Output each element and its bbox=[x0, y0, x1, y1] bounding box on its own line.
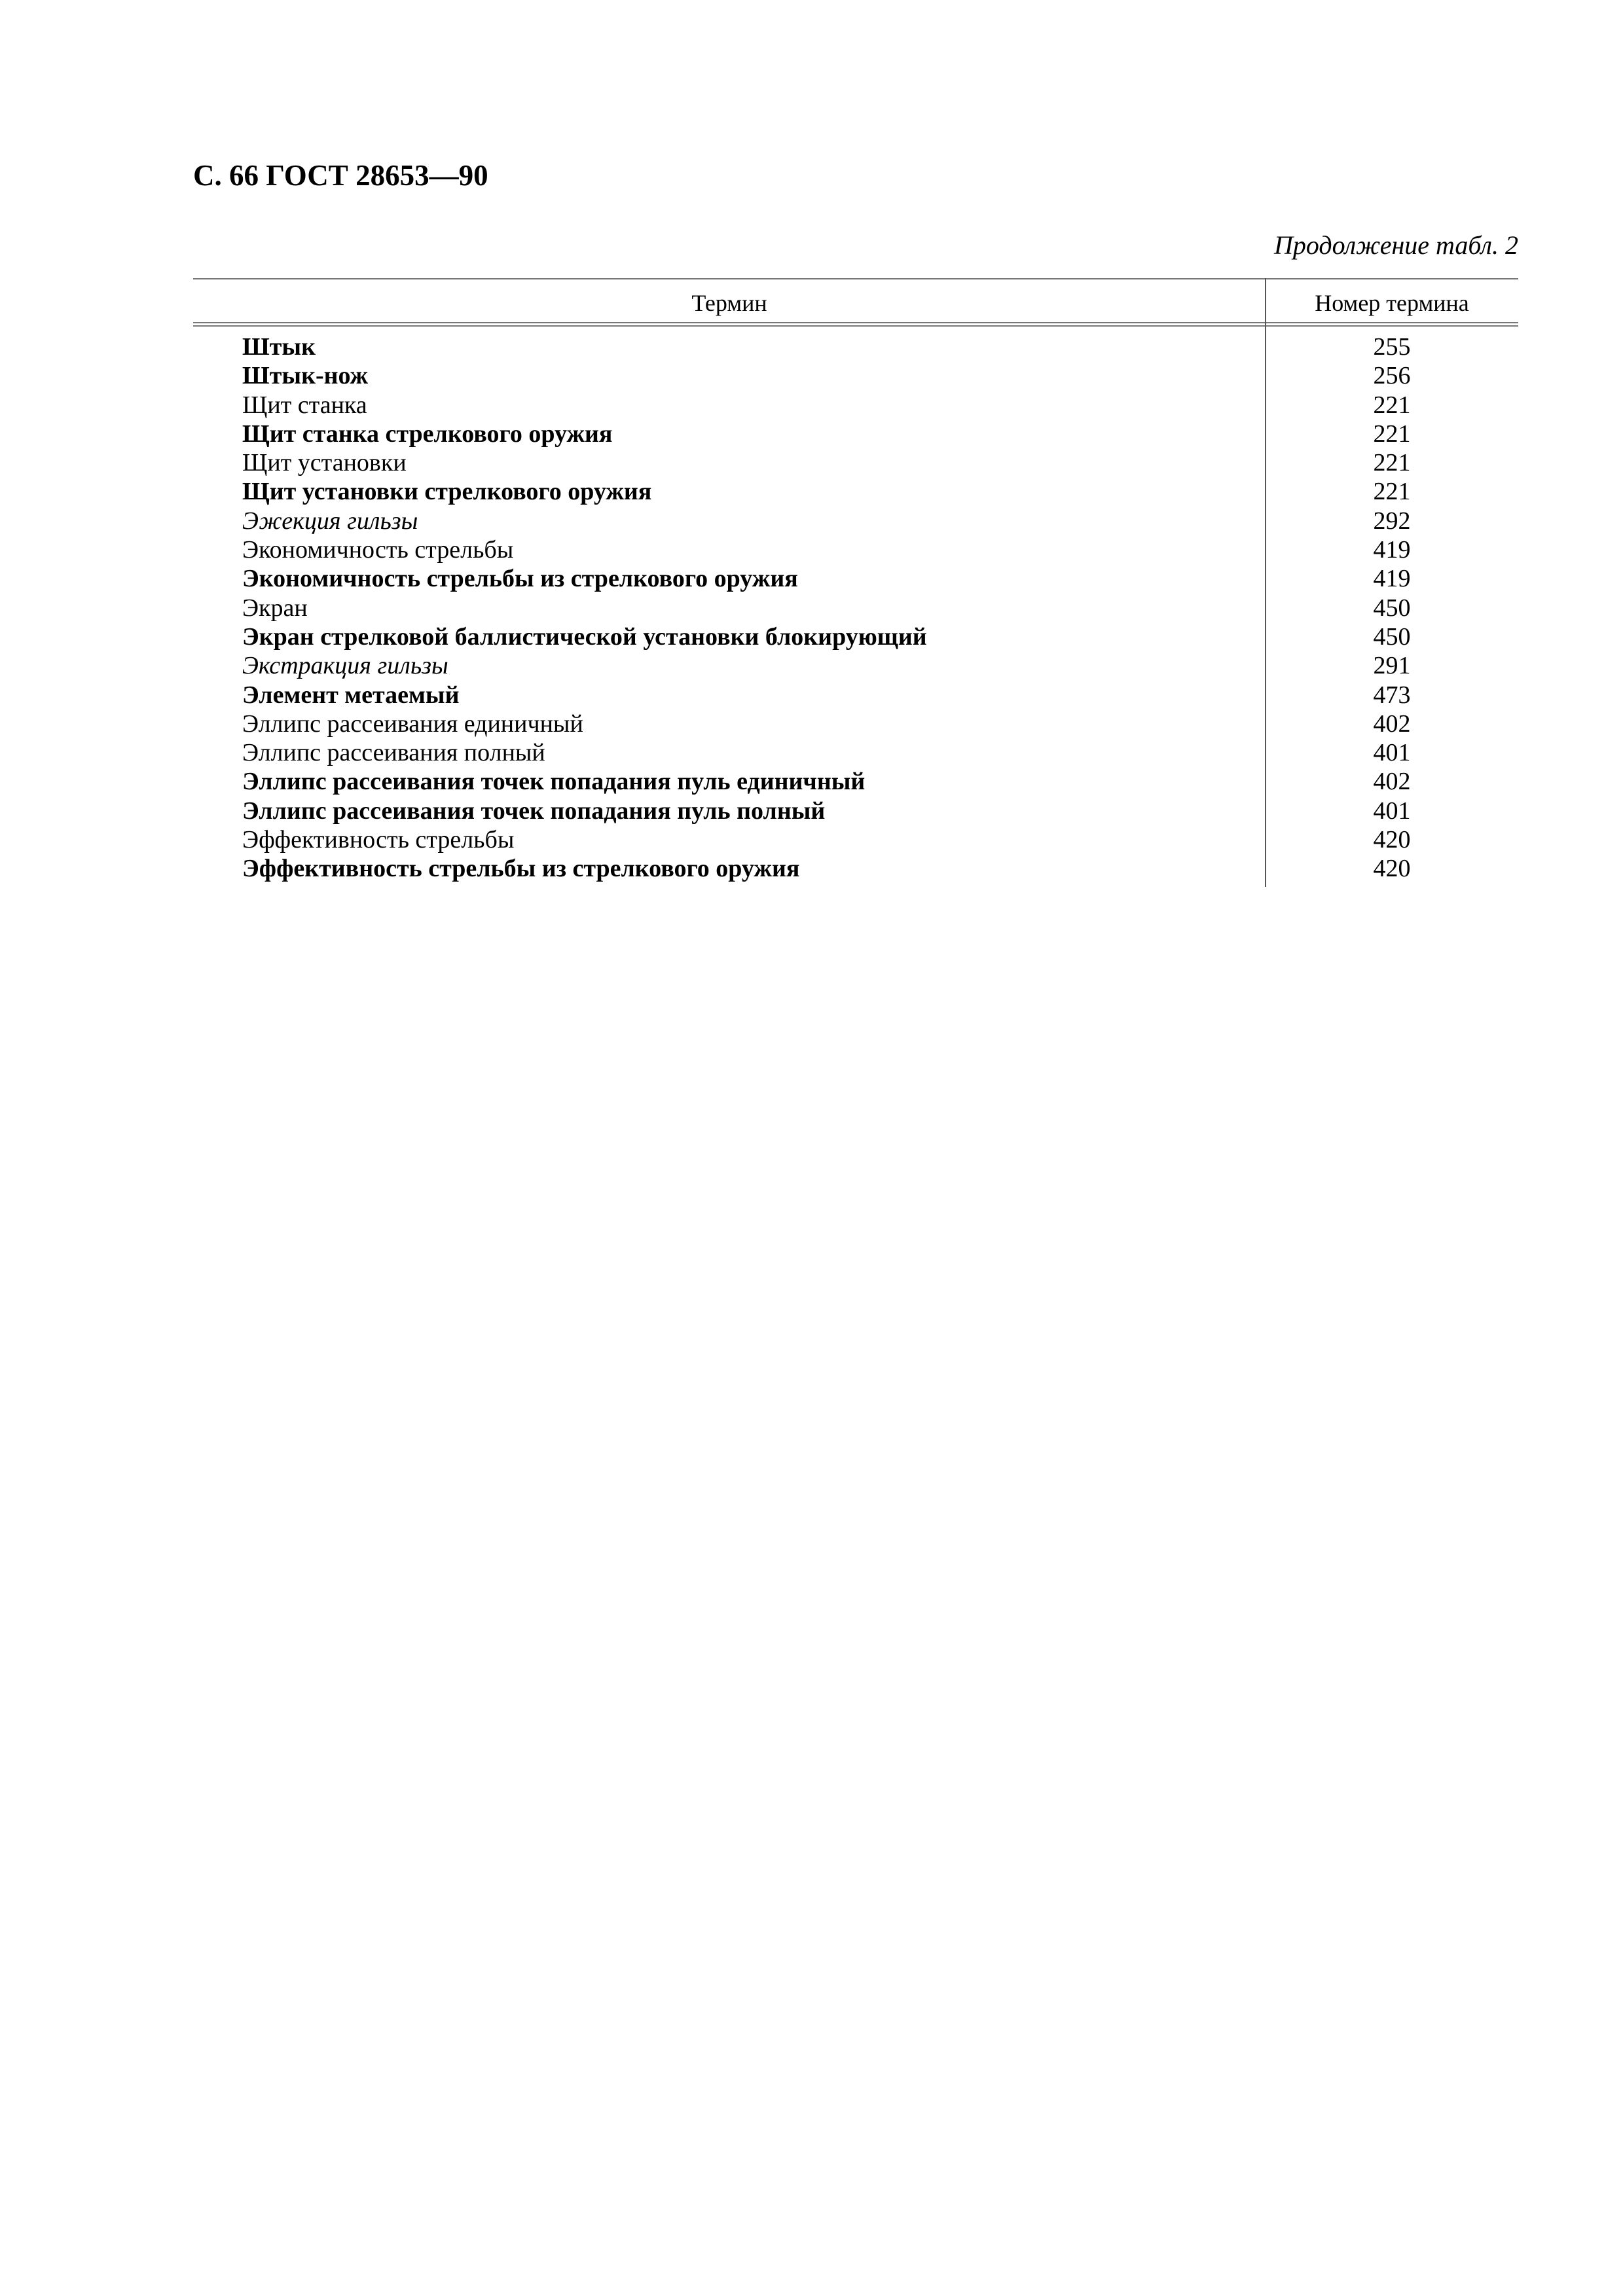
term-number-cell: 402 bbox=[1373, 709, 1411, 738]
column-header-term: Термин bbox=[691, 290, 767, 316]
term-number-cell: 401 bbox=[1373, 797, 1411, 825]
term-number-cell: 450 bbox=[1373, 594, 1411, 622]
term-number-cell: 255 bbox=[1373, 333, 1411, 361]
term-number-cell: 402 bbox=[1373, 768, 1411, 796]
table-row bbox=[193, 651, 1518, 680]
table-row bbox=[193, 477, 1518, 506]
term-cell: Щит станка bbox=[242, 391, 367, 419]
term-number-cell: 256 bbox=[1373, 362, 1411, 390]
table-row bbox=[193, 594, 1518, 622]
table-row bbox=[193, 361, 1518, 390]
term-number-cell: 473 bbox=[1373, 681, 1411, 709]
term-number-cell: 292 bbox=[1373, 507, 1411, 535]
table-row bbox=[193, 854, 1518, 883]
table-row bbox=[193, 564, 1518, 593]
table-continuation-label: Продолжение табл. 2 bbox=[1273, 230, 1518, 260]
table-row bbox=[193, 797, 1518, 825]
table-row bbox=[193, 420, 1518, 448]
term-number-cell: 420 bbox=[1373, 826, 1411, 854]
term-cell: Щит станка стрелкового оружия bbox=[242, 420, 613, 448]
term-number-cell: 450 bbox=[1373, 622, 1411, 651]
term-cell: Эллипс рассеивания точек попадания пуль полный bbox=[242, 797, 826, 825]
term-cell: Эжекция гильзы bbox=[242, 507, 418, 535]
term-cell: Экономичность стрельбы bbox=[242, 536, 514, 564]
column-header-number: Номер термина bbox=[1315, 290, 1469, 316]
term-number-cell: 221 bbox=[1373, 420, 1411, 448]
term-number-cell: 419 bbox=[1373, 565, 1411, 593]
term-cell: Экран стрелковой баллистической установки блокирующий bbox=[242, 622, 927, 651]
term-cell: Экстракция гильзы bbox=[242, 652, 448, 680]
term-cell: Эллипс рассеивания единичный bbox=[242, 709, 583, 738]
table-row bbox=[193, 332, 1518, 361]
page-header: С. 66 ГОСТ 28653—90 bbox=[193, 159, 488, 192]
table-row bbox=[193, 448, 1518, 477]
term-number-cell: 401 bbox=[1373, 739, 1411, 767]
term-number-cell: 221 bbox=[1373, 449, 1411, 477]
table-header-row bbox=[193, 279, 1518, 322]
table-row bbox=[193, 738, 1518, 767]
table-body bbox=[193, 327, 1518, 884]
term-cell: Эффективность стрельбы из стрелкового оружия bbox=[242, 855, 800, 883]
term-cell: Эффективность стрельбы bbox=[242, 826, 515, 854]
table-row bbox=[193, 681, 1518, 709]
terms-table bbox=[193, 278, 1518, 884]
term-number-cell: 221 bbox=[1373, 391, 1411, 419]
table-row bbox=[193, 709, 1518, 738]
term-cell: Экономичность стрельбы из стрелкового оружия bbox=[242, 565, 798, 593]
term-cell: Эллипс рассеивания полный bbox=[242, 739, 545, 767]
term-cell: Щит установки bbox=[242, 449, 407, 477]
table-row bbox=[193, 767, 1518, 796]
table-row bbox=[193, 507, 1518, 535]
term-number-cell: 419 bbox=[1373, 536, 1411, 564]
term-cell: Элемент метаемый bbox=[242, 681, 460, 709]
table-row bbox=[193, 622, 1518, 651]
term-number-cell: 291 bbox=[1373, 652, 1411, 680]
term-cell: Эллипс рассеивания точек попадания пуль единичный bbox=[242, 768, 866, 796]
term-cell: Щит установки стрелкового оружия bbox=[242, 478, 652, 506]
term-number-cell: 221 bbox=[1373, 478, 1411, 506]
table-header-rule bbox=[193, 322, 1518, 327]
table-row bbox=[193, 391, 1518, 420]
table-row bbox=[193, 825, 1518, 854]
term-cell: Штык bbox=[242, 333, 316, 361]
table-row bbox=[193, 535, 1518, 564]
term-cell: Штык-нож bbox=[242, 362, 369, 390]
term-cell: Экран bbox=[242, 594, 308, 622]
term-number-cell: 420 bbox=[1373, 855, 1411, 883]
